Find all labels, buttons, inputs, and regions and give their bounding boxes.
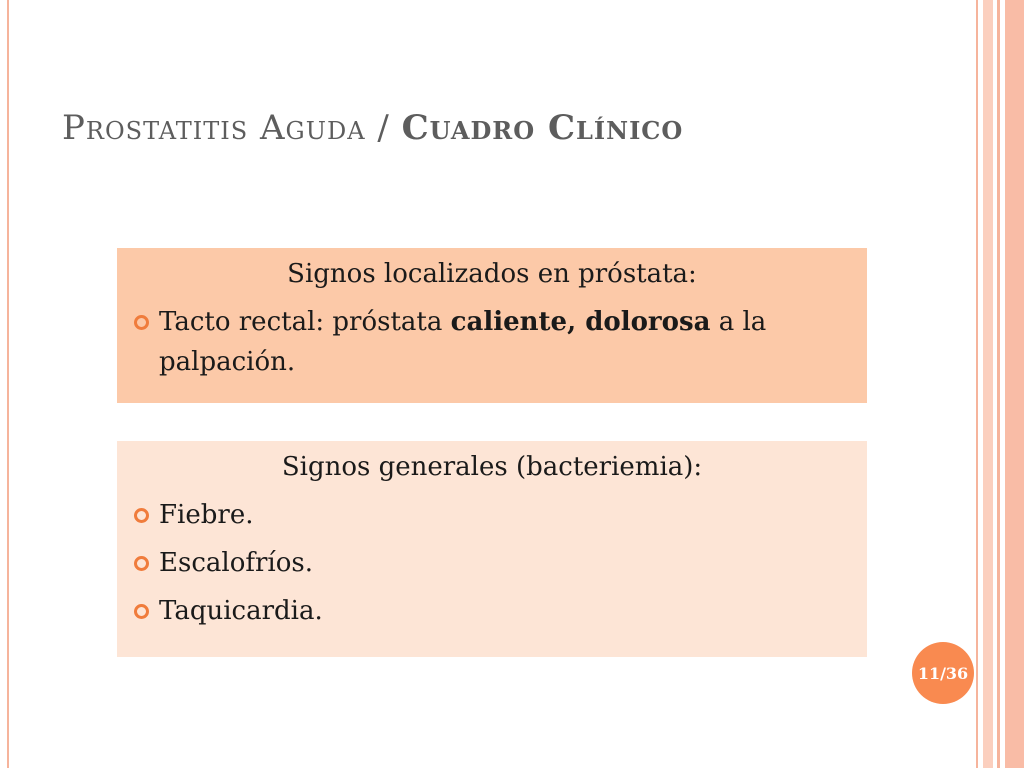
general-signs-heading: Signos generales (bacteriemia): — [281, 452, 703, 482]
list-item-text: Escalofríos. — [159, 548, 313, 578]
localized-signs-box — [117, 248, 867, 403]
bullet-icon — [134, 508, 149, 523]
list-item — [131, 543, 853, 583]
localized-signs-heading: Signos localizados en próstata: — [287, 259, 697, 289]
right-frame-stripe — [1005, 0, 1024, 768]
localized-signs-list — [131, 302, 853, 382]
slide-title-part2: Cuadro Clínico — [401, 108, 684, 148]
right-frame-stripe — [976, 0, 978, 768]
left-frame-line — [7, 0, 9, 768]
slide-title — [62, 108, 683, 148]
list-item-text: Taquicardia. — [159, 596, 323, 626]
right-frame-stripe — [997, 0, 1000, 768]
general-signs-box — [117, 441, 867, 657]
right-frame-stripe — [983, 0, 993, 768]
list-item-bold-text: caliente, dolorosa — [450, 307, 711, 337]
bullet-icon — [134, 604, 149, 619]
bullet-icon — [134, 556, 149, 571]
list-item-text: Fiebre. — [159, 500, 254, 530]
list-item-text: Tacto rectal: próstata — [159, 307, 451, 337]
list-item — [131, 302, 853, 382]
slide-title-part1: Prostatitis Aguda / — [62, 108, 402, 148]
list-item — [131, 495, 853, 535]
list-item — [131, 591, 853, 631]
bullet-icon — [134, 315, 149, 330]
page-number-badge: 11/36 — [912, 642, 974, 704]
list-item-text-suffix: a la palpación. — [159, 307, 767, 377]
general-signs-list — [131, 495, 853, 631]
